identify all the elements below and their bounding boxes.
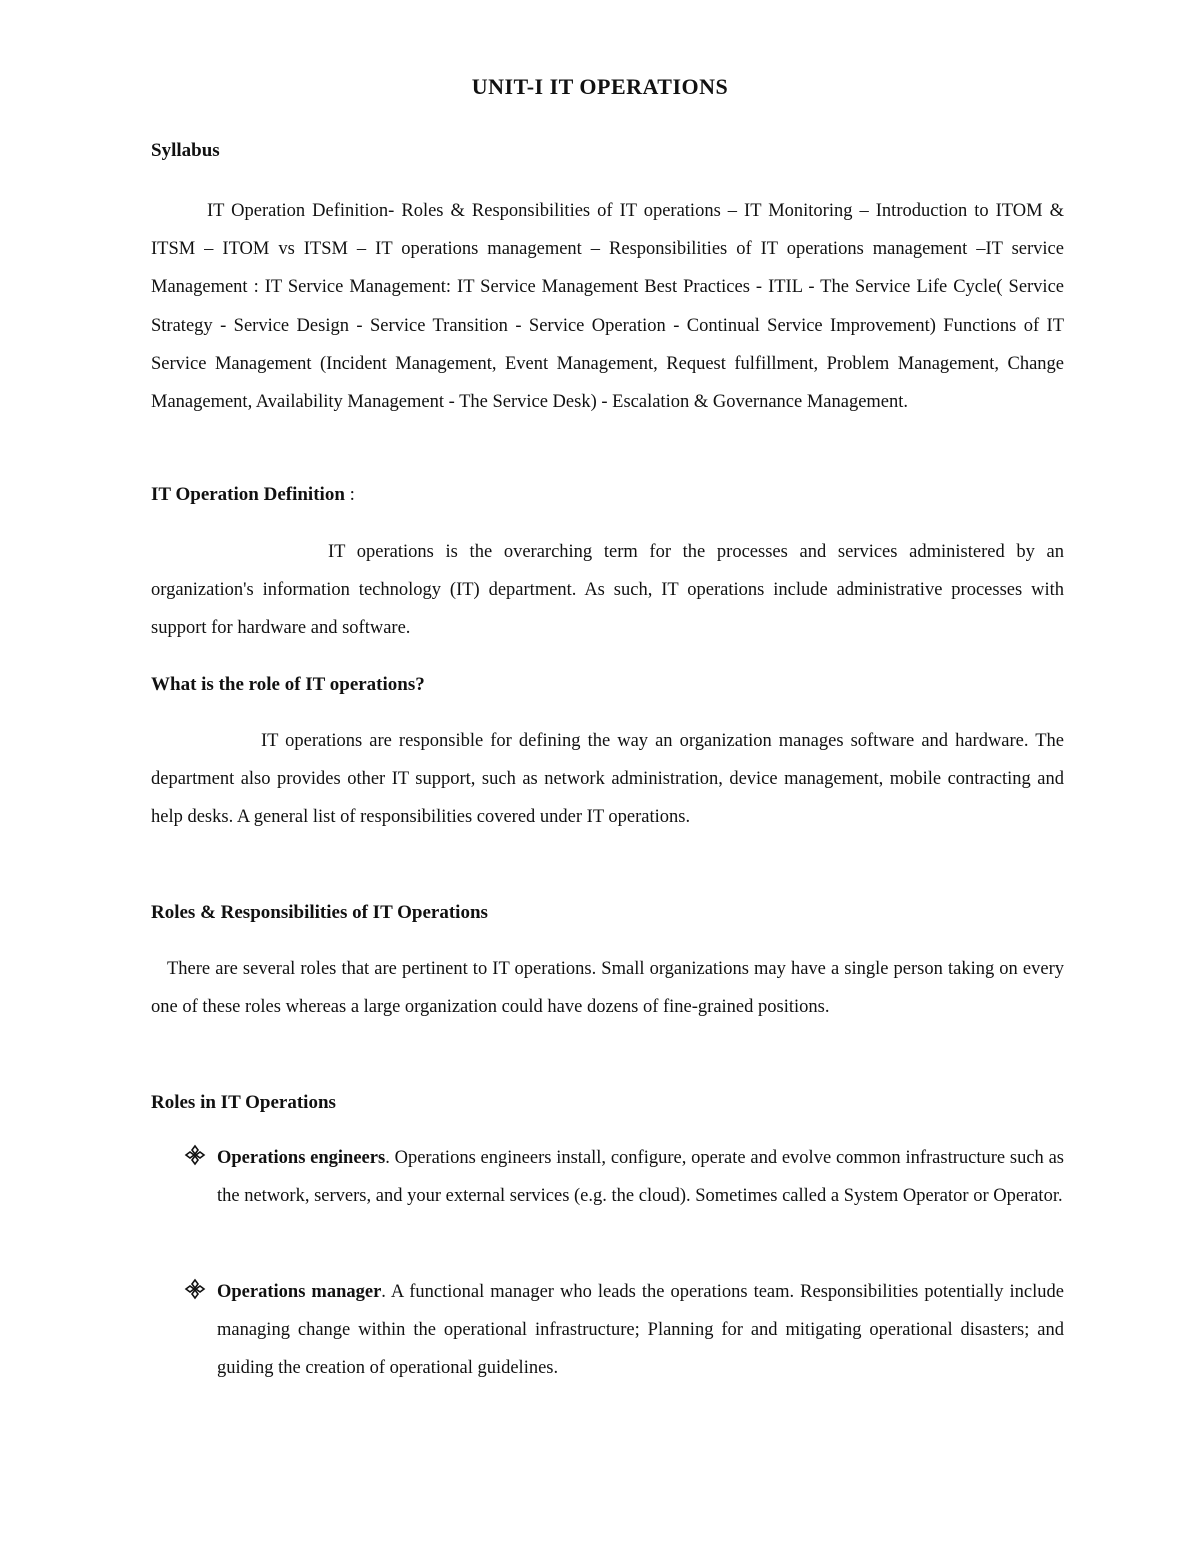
list-item-text: [217, 1139, 1064, 1215]
definition-heading: [151, 484, 355, 506]
syllabus-paragraph: IT Operation Definition- Roles & Responsibilities of IT operations – IT Monitoring – Introduction to ITOM & ITSM – ITOM vs ITSM – IT operations management – Responsibilities of IT operations management –IT service Management : IT Service Management: IT Service Management Best Practices - ITIL - The Service Life Cycle( Service Strategy - Service Design - Service Transition - Service Operation - Continual Service Improvement) Functions of IT Service Management (Incident Management, Event Management, Request fulfillment, Problem Management, Change Management, Availability Management - The Service Desk) - Escalation & Governance Management.: [151, 201, 1064, 413]
responsibilities-paragraph: There are several roles that are pertinent to IT operations. Small organizations may have a single person taking on every one of these roles whereas a large organization could have dozens of fine-grained positions.: [151, 959, 1064, 1018]
role-paragraph: IT operations are responsible for defining the way an organization manages software and hardware. The department also provides other IT support, such as network administration, device management, mobile contracting and help desks. A general list of responsibilities covered under IT operations.: [151, 731, 1064, 828]
definition-heading-suffix: :: [344, 484, 355, 505]
page-title: UNIT-I IT OPERATIONS: [471, 74, 729, 99]
list-item-text: [217, 1273, 1064, 1388]
four-diamond-star-icon: [184, 1144, 206, 1166]
four-diamond-star-icon: [184, 1278, 206, 1300]
syllabus-heading: Syllabus: [151, 140, 220, 161]
definition-heading-text: IT Operation Definition: [151, 484, 345, 505]
list-item-description: . Operations engineers install, configure, operate and evolve common infrastructure such as the network, servers, and your external services (e.g. the cloud). Sometimes called a System Operator or Operator.: [217, 1148, 1064, 1207]
roles-list-heading: Roles in IT Operations: [151, 1092, 336, 1113]
list-item-description: . A functional manager who leads the operations team. Responsibilities potentially include managing change within the operational infrastructure; Planning for and mitigating operational disasters; and guiding the creation of operational guidelines.: [217, 1282, 1064, 1379]
definition-paragraph: IT operations is the overarching term for the processes and services administered by an organization's information technology (IT) department. As such, IT operations include administrative processes with support for hardware and software.: [151, 542, 1064, 639]
responsibilities-heading: Roles & Responsibilities of IT Operations: [151, 902, 488, 923]
list-item-term: Operations manager: [217, 1282, 382, 1302]
role-heading: What is the role of IT operations?: [151, 674, 425, 695]
list-item-term: Operations engineers: [217, 1148, 386, 1168]
